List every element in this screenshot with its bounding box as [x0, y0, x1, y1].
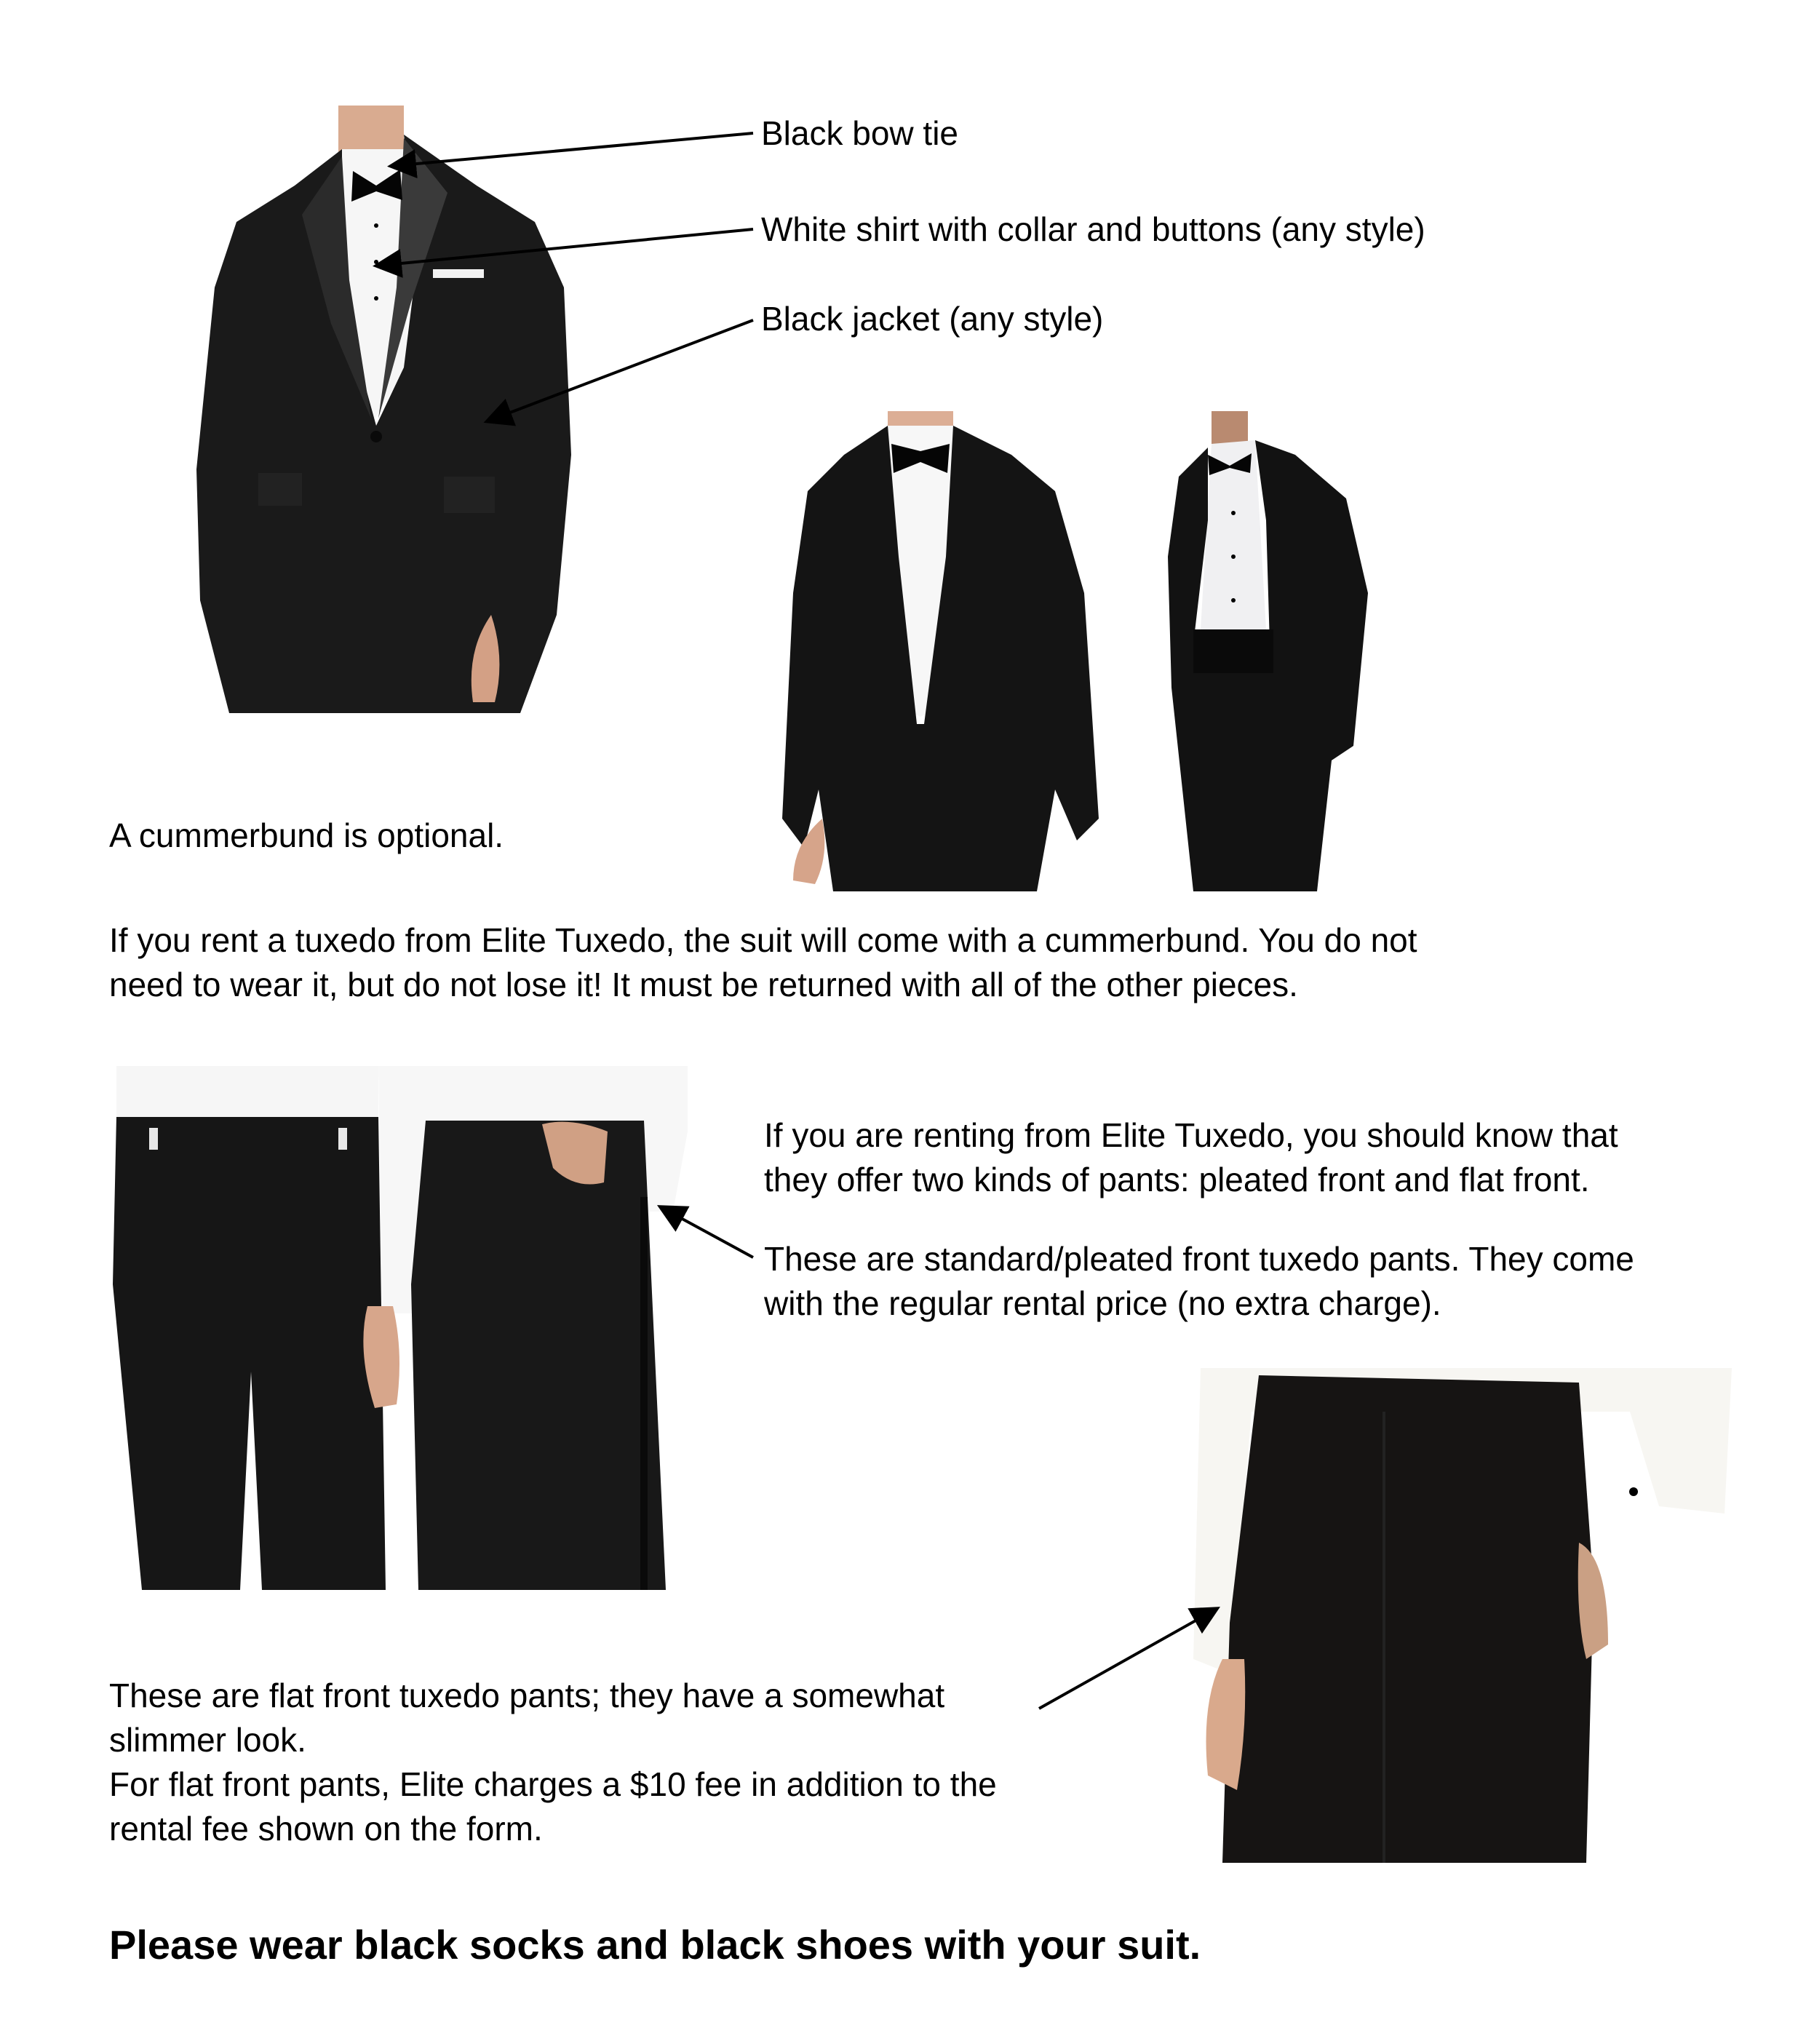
callout-jacket: Black jacket (any style) [761, 300, 1104, 338]
main-tuxedo-photo [186, 106, 578, 713]
tuxedo-jacket-image [186, 106, 578, 713]
tuxedo-example-2-photo [1164, 411, 1368, 891]
flat-pants-description [109, 1674, 1128, 1851]
pleated-line-1: These are standard/pleated front tuxedo pants. They come [764, 1240, 1634, 1278]
pants-intro [764, 1113, 1783, 1202]
pleated-pants-description [764, 1237, 1797, 1326]
pants-intro-line-2: they offer two kinds of pants: pleated front and flat front. [764, 1161, 1590, 1198]
tuxedo-example-1-photo [779, 411, 1106, 891]
flat-front-pants-image [1150, 1368, 1732, 1863]
tuxedo-open-jacket-image [779, 411, 1106, 891]
flat-fee-line-1: For flat front pants, Elite charges a $10 fee in addition to the [109, 1765, 997, 1803]
tuxedo-with-cummerbund-image [1164, 411, 1368, 891]
pleated-line-2: with the regular rental price (no extra charge). [764, 1284, 1441, 1322]
socks-shoes-note: Please wear black socks and black shoes with your suit. [109, 1922, 1201, 1968]
cummerbund-rental-note [109, 918, 1674, 1007]
cummerbund-optional-note: A cummerbund is optional. [109, 816, 504, 854]
cummerbund-rental-line-2: need to wear it, but do not lose it! It must be returned with all of the other pieces. [109, 966, 1298, 1003]
flat-pants-photo [1150, 1368, 1732, 1863]
flat-line-2: slimmer look. [109, 1721, 306, 1759]
pants-intro-line-1: If you are renting from Elite Tuxedo, you should know that [764, 1116, 1618, 1154]
pleated-pants-photo [106, 1066, 695, 1590]
callout-bow-tie: Black bow tie [761, 114, 959, 152]
flat-line-1: These are flat front tuxedo pants; they have a somewhat [109, 1677, 945, 1714]
flat-fee-line-2: rental fee shown on the form. [109, 1810, 543, 1848]
callout-shirt: White shirt with collar and buttons (any style) [761, 210, 1425, 248]
cummerbund-rental-line-1: If you rent a tuxedo from Elite Tuxedo, the suit will come with a cummerbund. You do not [109, 921, 1417, 959]
pleated-front-pants-image [106, 1066, 695, 1590]
